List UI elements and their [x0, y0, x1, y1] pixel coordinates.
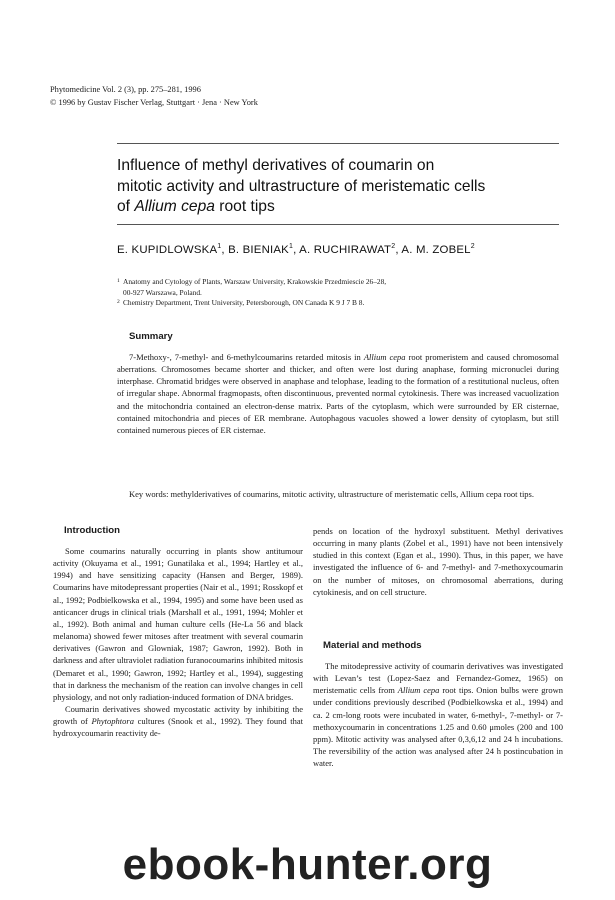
title-line-3-suffix: root tips: [214, 198, 275, 215]
author-list: [117, 243, 557, 256]
title-species: Allium cepa: [134, 198, 215, 215]
author-2: , B. BIENIAK: [221, 244, 289, 256]
journal-citation: Phytomedicine Vol. 2 (3), pp. 275–281, 1996: [50, 85, 201, 94]
affiliation-2: [117, 298, 557, 309]
methods-species: Allium cepa: [397, 685, 440, 696]
keywords: Key words: methylderivatives of coumarins, mitotic activity, ultrastructure of meristematic cells, Allium cepa root tips.: [129, 489, 534, 499]
title-line-3-prefix: of: [117, 198, 135, 215]
introduction-continuation: pends on location of the hydroxyl substituent. Methyl derivatives occurring in many plants (Zobel et al., 1991) have not been intensively studied in this context (Egan et al., 1990). Thus, in this paper, we have investigated the influence of 6- and 7-methyl- and 7-methoxycoumarin on the number of mitoses, on chromosomal aberrations, during cytokinesis, and on cell structure.: [313, 526, 563, 597]
summary-text: [117, 351, 559, 436]
summary-text-part-2: root promeristem and caused chromosomal aberrations. Chromosomes became shorter and thicker, and often were lost during anaphase, forming micronuclei during interphase. Chromatid bridges were observed in anaphase and telophase, leading to the formation of a restitutional nucleus, often of irregular shape. Abnormal fragmopasts, often discontinuous, prevented normal cytokinesis. There was increased vacuolization and the mitochondria contained an electron-dense matrix. Parts of the cytoplasm, which were surrounded by ER cisternae, contained mitochondria and pieces of ER membrane. Autophagous vacuoles showed a lower density of cytoplasm, but still contained numerous pieces of ER cisternae.: [117, 352, 560, 435]
author-1-mark: 1: [217, 243, 222, 250]
title-line-3: [117, 197, 557, 218]
author-3: , A. RUCHIRAWAT: [293, 244, 392, 256]
summary-heading: Summary: [129, 331, 173, 342]
author-4-mark: 2: [470, 243, 475, 250]
introduction-column: [53, 545, 303, 740]
title-top-rule: [117, 143, 559, 144]
author-4: , A. M. ZOBEL: [395, 244, 471, 256]
summary-text-part-1: 7-Methoxy-, 7-methyl- and 6-methylcoumarins retarded mitosis in: [129, 352, 364, 362]
methods-heading: Material and methods: [323, 640, 422, 651]
title-line-2: mitotic activity and ultrastructure of meristematic cells: [117, 177, 486, 195]
affiliation-1-mark: 1: [117, 278, 120, 284]
copyright-line: © 1996 by Gustav Fischer Verlag, Stuttgart · Jena · New York: [50, 97, 258, 107]
introduction-paragraph-1: Some coumarins naturally occurring in plants show antitumour activity (Okuyama et al., 1991; Gunatilaka et al., 1994; Hartley et al., 1994) and have sensitizing capacity (Hansen and Berger, 1989). Coumarins have mitodepressant properties (Nair et al., 1991; Rosskopf et al., 1992; Podbielkowska et al., 1994, 1995) and some have been used as anticancer drugs in clinical trials (Marshall et al., 1991, 1994; Mohler et al., 1992). Both animal and human culture cells (He-La 56 and black melanoma) showed fewer mitoses after treatment with several coumarin derivatives (Gawron and Glowniak, 1987; Gawron, 1992). Both in darkness and after ultraviolet radiation furanocoumarins inhibited mitosis (Demaret et al., 1990; Gawron, 1992; Hartley et al., 1994), suggesting that in darkness the mechanism of the reation can involve changes in cell physiology, and not only radiation-induced formation of DNA bridges.: [53, 546, 303, 702]
affiliation-1-line-2: 00-927 Warszawa, Poland.: [123, 287, 202, 297]
affiliation-2-line-1: Chemistry Department, Trent University, Petersborough, ON Canada K 9 J 7 B 8.: [123, 298, 365, 308]
methods-paragraph-1: [313, 660, 563, 769]
journal-header: [50, 84, 258, 109]
author-2-mark: 1: [288, 243, 294, 250]
methods-paragraph-1-part-1: The mitodepressive activity of coumarin derivatives was investigated with Levan’s test (Lopez-Saez and Fernandez-Gomez, 1965) on meristematic cells from: [313, 661, 563, 696]
affiliations: [117, 277, 557, 309]
methods-paragraph-1-part-2: root tips. Onion bulbs were grown under conditions previously described (Podbielkowska et al., 1994) and ca. 2 cm-long roots were incubated in water, 6-methyl-, 7-methyl- or 7-methoxycoumarin in concentrations 1.25 and 0.60 μmoles (200 and 100 ppm). Mitotic activity was analysed after 0,3,6,12 and 24 h incubations. The reversibility of the action was analysed after 24 h postincubation in water.: [313, 685, 563, 769]
summary-species: Allium cepa: [363, 352, 406, 362]
affiliation-1: [117, 277, 557, 298]
watermark-text: ebook-hunter.org: [122, 840, 493, 889]
introduction-genus: Phytophtora: [91, 716, 134, 727]
title-line-1: Influence of methyl derivatives of coumarin on: [117, 157, 435, 174]
author-3-mark: 2: [391, 243, 396, 250]
introduction-heading: Introduction: [64, 525, 120, 536]
affiliation-1-line-1: Anatomy and Cytology of Plants, Warszaw University, Krakowskie Przedmiescie 26–28,: [123, 277, 387, 286]
introduction-paragraph-2: [53, 703, 303, 739]
author-1: E. KUPIDLOWSKA: [117, 244, 218, 256]
article-title: [117, 156, 557, 218]
affiliation-2-mark: 2: [117, 299, 120, 306]
title-bottom-rule: [117, 224, 559, 225]
introduction-paragraph-2-part-2: cultures (Snook et al., 1992). They found that hydroxycoumarin reactivity de-: [53, 716, 303, 739]
introduction-paragraph-2-part-1: Coumarin derivatives showed mycostatic activity by inhibiting the growth of: [53, 704, 303, 727]
methods-column: [313, 660, 563, 769]
